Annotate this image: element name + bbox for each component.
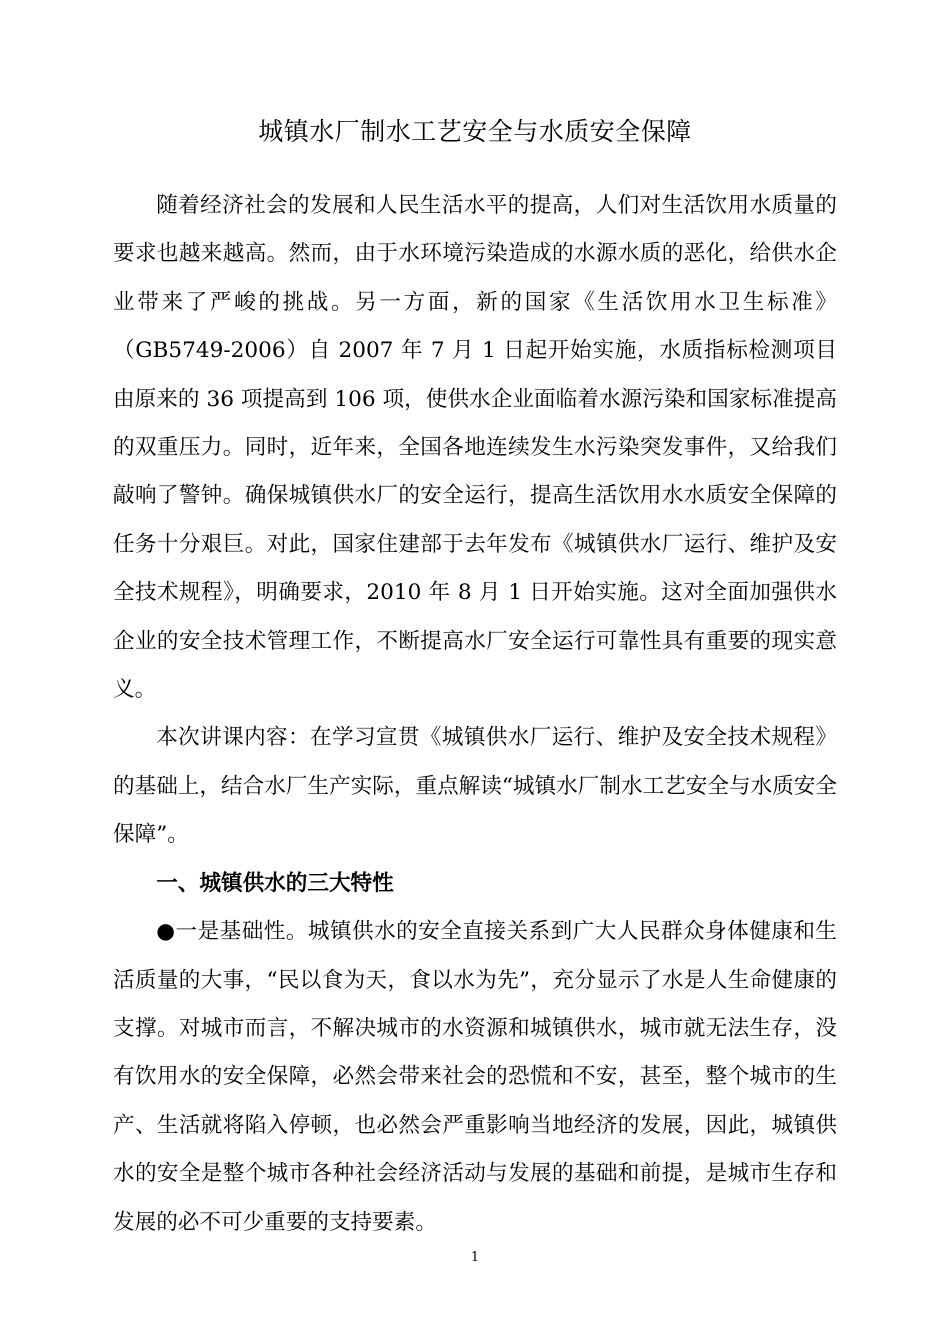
document-body <box>113 182 837 1247</box>
paragraph-lecture-content: 本次讲课内容：在学习宣贯《城镇供水厂运行、维护及安全技术规程》的基础上，结合水厂生产实际，重点解读“城镇水厂制水工艺安全与水质安全保障”。 <box>113 725 837 848</box>
section-heading: 一、城镇供水的三大特性 <box>156 870 394 896</box>
paragraph-basic-nature: ●一是基础性。城镇供水的安全直接关系到广大人民群众身体健康和生活质量的大事，“民以食为天，食以水为先”，充分显示了水是人生命健康的支撑。对城市而言，不解决城市的水资源和城镇供水，城市就无法生存，没有饮用水的安全保障，必然会带来社会的恐慌和不安，甚至，整个城市的生产、生活就将陷入停顿，也必然会严重影响当地经济的发展，因此，城镇供水的安全是整个城市各种社会经济活动与发展的基础和前提，是城市生存和发展的必不可少重要的支持要素。 <box>113 919 837 1235</box>
page-number: 1 <box>470 1250 480 1265</box>
document-title: 城镇水厂制水工艺安全与水质安全保障 <box>258 117 692 146</box>
paragraph-intro: 随着经济社会的发展和人民生活水平的提高，人们对生活饮用水质量的要求也越来越高。然而，由于水环境污染造成的水源水质的恶化，给供水企业带来了严峻的挑战。另一方面，新的国家《生活饮用水卫生标准》（GB5749-2006）自 2007 年 7 月 1 日起开始实施，水质指标检测项目由原来的 36 项提高到 106 项，使供水企业面临着水源污染和国家标准提高的双重压力。同时，近年来，全国各地连续发生水污染突发事件，又给我们敲响了警钟。确保城镇供水厂的安全运行，提高生活饮用水水质安全保障的任务十分艰巨。对此，国家住建部于去年发布《城镇供水厂运行、维护及安全技术规程》，明确要求，2010 年 8 月 1 日开始实施。这对全面加强供水企业的安全技术管理工作，不断提高水厂安全运行可靠性具有重要的现实意义。 <box>113 193 837 703</box>
